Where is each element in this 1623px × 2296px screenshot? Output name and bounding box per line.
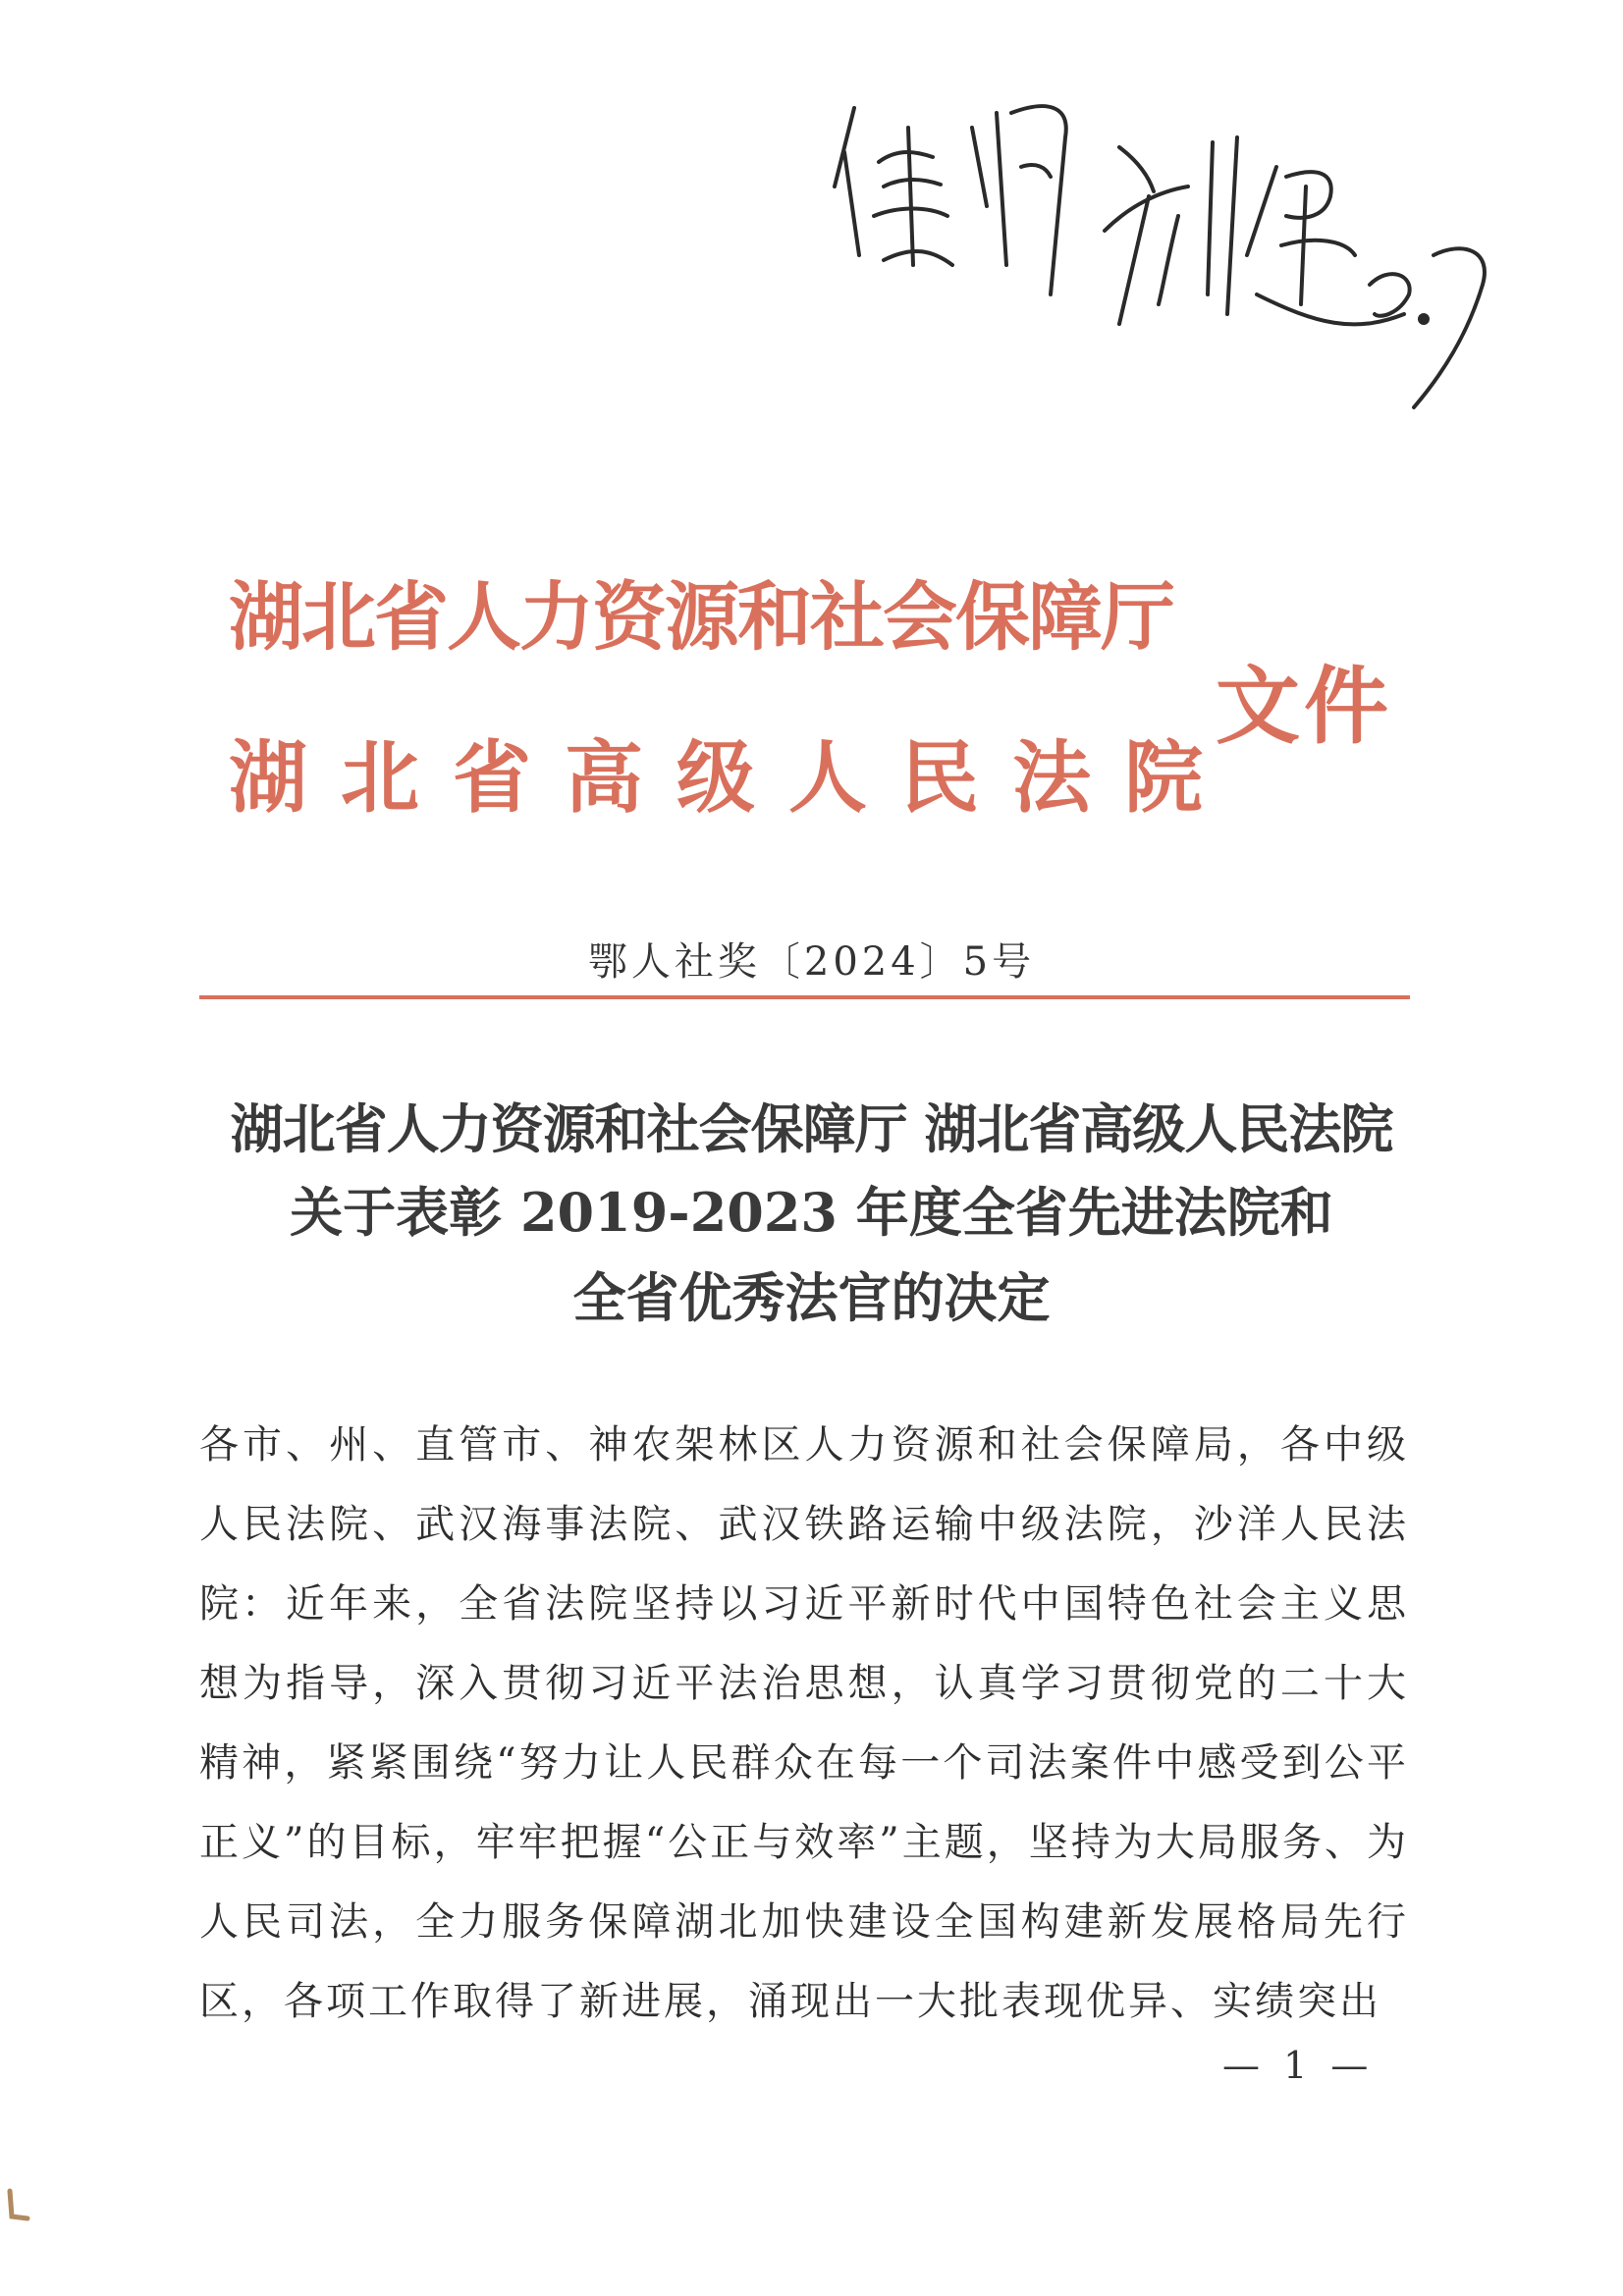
document-type-label: 文件 [1216,657,1392,756]
agency-header-line-2: 湖北省高级人民法院 [229,731,1236,824]
document-title-line-2: 关于表彰 2019-2023 年度全省先进法院和 [290,1181,1333,1244]
handwritten-annotation [825,69,1502,412]
document-title-line-3: 全省优秀法官的决定 [572,1266,1051,1329]
body-paragraph: 近年来，全省法院坚持以习近平新时代中国特色社会主义思想为指导，深入贯彻习近平法治思想，认真学习贯彻党的二十大精神，紧紧围绕“努力让人民群众在每一个司法案件中感受到公平正义”的目标，牢牢把握“公正与效率”主题，坚持为大局服务、为人民司法，全力服务保障湖北加快建设全国构建新发展格局先行区，各项工作取得了新进展，涌现出一大批表现优异、实绩突出 [199,1581,1409,2024]
page-number: — 1 — [1222,2044,1375,2087]
header-divider [199,995,1410,999]
document-title-line-1: 湖北省人力资源和社会保障厅 湖北省高级人民法院 [230,1097,1393,1160]
agency-header-line-1: 湖北省人力资源和社会保障厅 [229,573,1173,661]
addressee: 各市、州、直管市、神农架林区人力资源和社会保障局，各中级人民法院、武汉海事法院、武汉铁路运输中级法院，沙洋人民法院： [199,1422,1409,1627]
scan-edge-mark [4,2187,33,2222]
document-number: 鄂人社奖〔2024〕5号 [587,939,1036,985]
